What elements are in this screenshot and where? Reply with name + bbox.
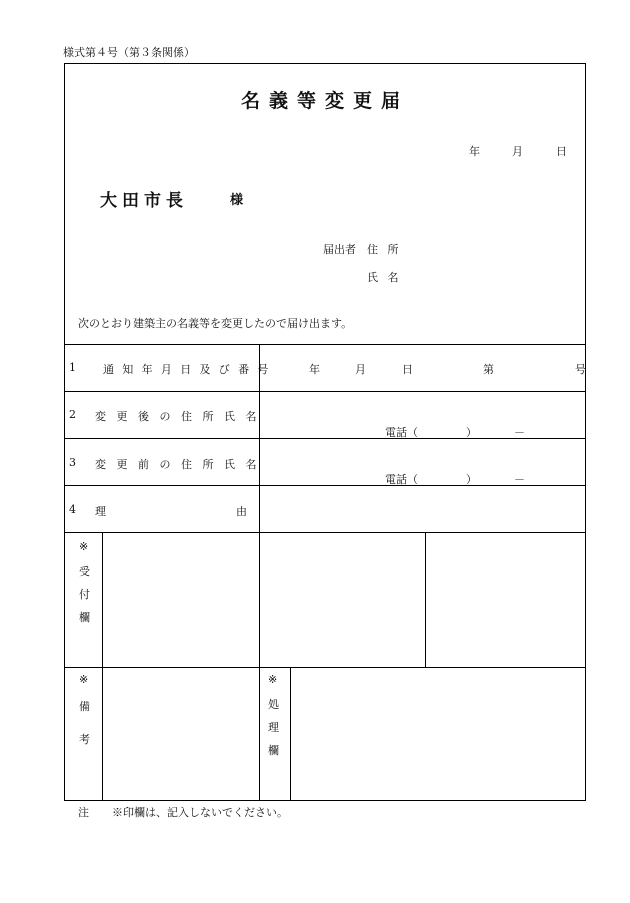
remarks-mark: ※ bbox=[79, 673, 89, 686]
processing-char: 欄 bbox=[268, 744, 279, 757]
reception-mark: ※ bbox=[79, 540, 89, 553]
processing-mark: ※ bbox=[268, 673, 278, 686]
processing-char: 処 bbox=[268, 698, 279, 711]
row2-phone-label: 電話（ bbox=[385, 426, 418, 439]
row1-number-suffix: 号 bbox=[575, 363, 586, 376]
date-year-label: 年 bbox=[469, 145, 480, 158]
table-line-top bbox=[64, 344, 586, 345]
table-line bbox=[64, 438, 586, 439]
table-divider bbox=[290, 667, 291, 801]
reception-char: 付 bbox=[79, 588, 90, 601]
table-line bbox=[64, 667, 586, 668]
note-label: 注 bbox=[78, 806, 89, 819]
remarks-char: 備 bbox=[79, 700, 90, 713]
date-month-label: 月 bbox=[512, 145, 523, 158]
row1-month: 月 bbox=[355, 363, 366, 376]
statement-text: 次のとおり建築主の名義等を変更したので届け出ます。 bbox=[78, 317, 353, 330]
row-number: 1 bbox=[69, 361, 76, 374]
row2-phone-close: ） bbox=[466, 426, 477, 439]
reception-char: 欄 bbox=[79, 611, 90, 624]
addressee-honorific: 様 bbox=[230, 193, 244, 208]
row-number: 2 bbox=[69, 408, 76, 421]
note-text: ※印欄は、記入しないでください。 bbox=[112, 806, 288, 819]
row-label-reason-b: 由 bbox=[236, 505, 247, 518]
addressee: 大田市長 bbox=[100, 191, 188, 211]
table-line bbox=[64, 485, 586, 486]
table-line bbox=[64, 532, 586, 533]
processing-char: 理 bbox=[268, 721, 279, 734]
applicant-label: 届出者 bbox=[323, 243, 356, 256]
document-title: 名義等変更届 bbox=[240, 90, 409, 112]
table-line bbox=[64, 391, 586, 392]
row-label-new-address-name: 変更後の住所氏名 bbox=[95, 410, 267, 423]
row-label-reason-a: 理 bbox=[95, 505, 106, 518]
row2-phone-dash: － bbox=[514, 426, 525, 439]
row-label-old-address-name: 変更前の住所氏名 bbox=[95, 458, 267, 471]
row-label-notice-date-number: 通知年月日及び番号 bbox=[103, 363, 277, 376]
applicant-name-label: 氏 名 bbox=[367, 271, 402, 284]
remarks-char: 考 bbox=[79, 733, 90, 746]
row3-phone-close: ） bbox=[466, 473, 477, 486]
table-divider bbox=[425, 532, 426, 667]
row-number: 3 bbox=[69, 456, 76, 469]
row1-year: 年 bbox=[309, 363, 320, 376]
table-divider bbox=[102, 532, 103, 801]
row1-day: 日 bbox=[402, 363, 413, 376]
row1-number-prefix: 第 bbox=[483, 363, 494, 376]
form-frame bbox=[64, 63, 586, 801]
row3-phone-dash: － bbox=[514, 473, 525, 486]
reception-char: 受 bbox=[79, 565, 90, 578]
applicant-address-label: 住 所 bbox=[367, 243, 402, 256]
form-number-label: 様式第４号（第３条関係） bbox=[63, 46, 195, 59]
row3-phone-label: 電話（ bbox=[385, 473, 418, 486]
row-number: 4 bbox=[69, 503, 76, 516]
date-day-label: 日 bbox=[556, 145, 567, 158]
